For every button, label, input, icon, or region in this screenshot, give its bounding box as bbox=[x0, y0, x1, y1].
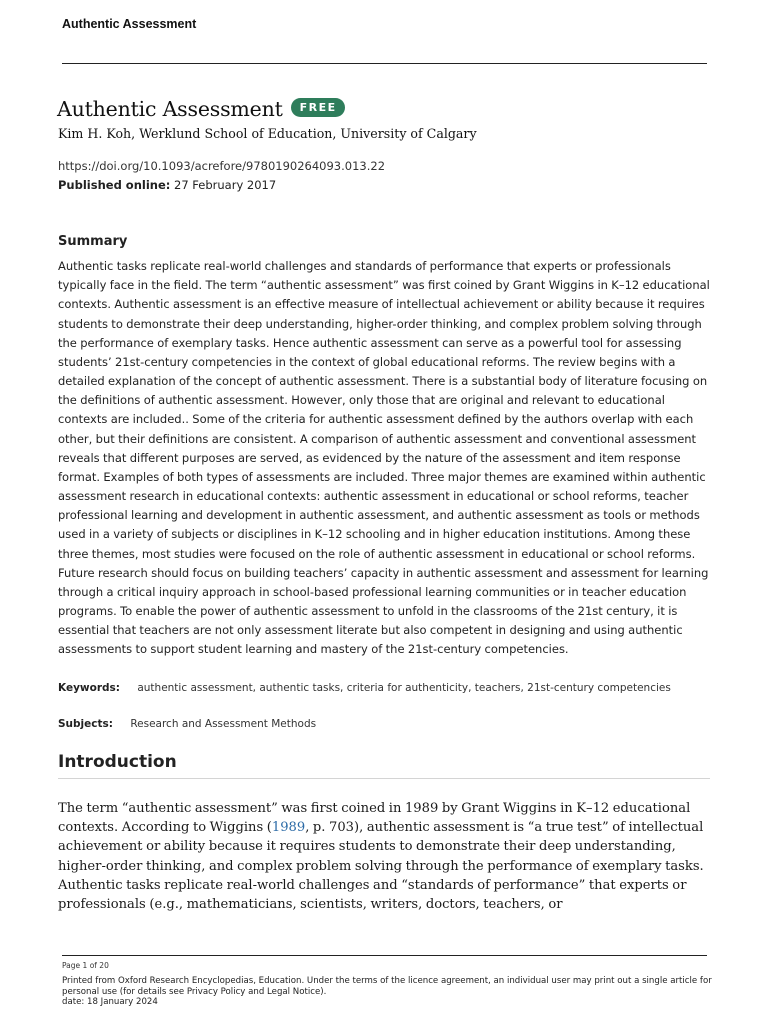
intro-text-part-1: The term “authentic assessment” was first coined in 1989 by Grant Wiggins in K–12 educational contexts. According to Wiggins ( bbox=[58, 801, 691, 836]
keywords-label: Keywords: bbox=[58, 682, 120, 694]
doi-link[interactable]: https://doi.org/10.1093/acrefore/9780190264093.013.22 bbox=[58, 159, 386, 173]
summary-text: Authentic tasks replicate real-world challenges and standards of performance that experts or professionals typically face in the field. The term “authentic assessment” was first coined by Grant Wiggins in K–12 educational contexts. Authentic assessment is an effective measure of intellectual achievement or ability because it requires students to demonstrate their deep understanding, higher-order thinking, and complex problem solving through the performance of exemplary tasks. Hence authentic assessment can serve as a powerful tool for assessing students’ 21st-century competencies in the context of global educational reforms. The review begins with a detailed explanation of the concept of authentic assessment. There is a substantial body of literature focusing on the definitions of authentic assessment. However, only those that are original and relevant to educational contexts are included.. Some of the criteria for authentic assessment defined by the authors overlap with each other, but their definitions are consistent. A comparison of authentic assessment and conventional assessment reveals that different purposes are served, as evidenced by the nature of the assessment and item response format. Examples of both types of assessments are included. Three major themes are examined within authentic assessment research in educational contexts: authentic assessment in educational or school reforms, teacher professional learning and development in authentic assessment, and authentic assessment as tools or methods used in a variety of subjects or disciplines in K–12 schooling and in higher education institutions. Among these three themes, most studies were focused on the role of authentic assessment in educational or school reforms. Future research should focus on building teachers’ capacity in authentic assessment and assessment for learning through a critical inquiry approach in school-based professional learning communities or in teacher education programs. To enable the power of authentic assessment to unfold in the classrooms of the 21st century, it is essential that teachers are not only assessment literate but also competent in designing and using authentic assessments to support student learning and mastery of the 21st-century competencies. bbox=[58, 259, 710, 657]
footer-divider bbox=[62, 955, 707, 956]
subjects-value[interactable]: Research and Assessment Methods bbox=[130, 718, 317, 730]
footer-notice bbox=[62, 976, 712, 1008]
title-row bbox=[57, 97, 345, 121]
keywords-value[interactable]: authentic assessment, authentic tasks, criteria for authenticity, teachers, 21st-century competencies bbox=[137, 682, 671, 694]
article-title: Authentic Assessment bbox=[57, 97, 283, 121]
introduction-text bbox=[58, 799, 718, 914]
intro-text-part-2: , p. 703), authentic assessment is “a true test” of intellectual achievement or ability because it requires students to demonstrate their deep understanding, higher-order thinking, and complex problem solving through the performance of exemplary tasks. Authentic tasks replicate real-world challenges and “standards of performance” that experts or professionals (e.g., mathematicians, scientists, writers, doctors, teachers, or bbox=[58, 820, 704, 912]
article-author: Kim H. Koh, Werklund School of Education, University of Calgary bbox=[58, 126, 477, 141]
published-online bbox=[58, 178, 276, 192]
citation-link[interactable]: 1989 bbox=[271, 820, 306, 836]
free-badge: FREE bbox=[291, 98, 345, 117]
footer-printed-text: Printed from Oxford Research Encyclopedias, Education. Under the terms of the licence agreement, an individual user may print out a single article for personal use (for details see Privacy Policy and Legal Notice). bbox=[62, 976, 712, 997]
summary-heading: Summary bbox=[58, 234, 128, 249]
keywords bbox=[58, 682, 671, 694]
published-date: 27 February 2017 bbox=[174, 178, 277, 192]
footer-date: date: 18 January 2024 bbox=[62, 997, 158, 1008]
header-divider bbox=[62, 63, 707, 64]
running-head: Authentic Assessment bbox=[62, 17, 197, 31]
introduction-heading: Introduction bbox=[58, 752, 177, 772]
page-number: Page 1 of 20 bbox=[62, 961, 109, 970]
published-label: Published online: bbox=[58, 178, 171, 192]
subjects-label: Subjects: bbox=[58, 718, 113, 730]
subjects bbox=[58, 718, 316, 730]
introduction-divider bbox=[58, 778, 710, 779]
